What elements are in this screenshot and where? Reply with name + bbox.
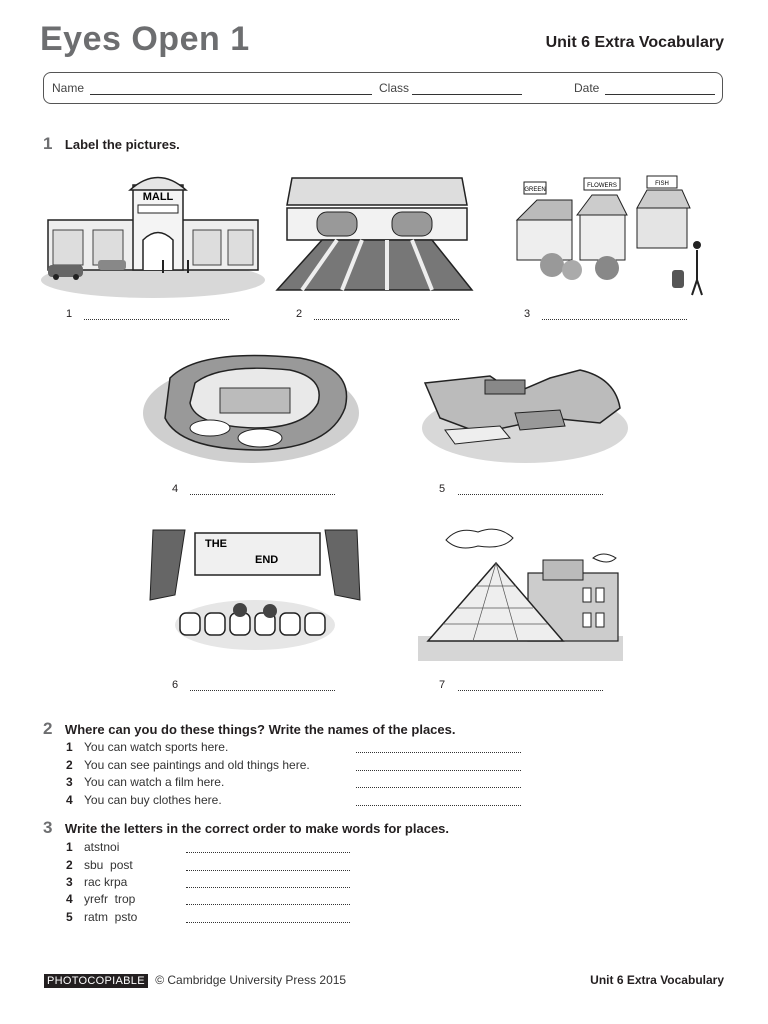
- ex2-item-1: 1 You can watch sports here.: [66, 740, 229, 754]
- ex2-answer-line-4[interactable]: [356, 805, 521, 806]
- picture-number-6: 6: [172, 679, 179, 691]
- stadium-picture: [140, 338, 362, 468]
- unit-title: Unit 6 Extra Vocabulary: [545, 34, 724, 51]
- copyright-text: © Cambridge University Press 2015: [155, 973, 347, 987]
- ex3-item-3: 3 rac krpa: [66, 875, 128, 889]
- class-label: Class: [379, 81, 410, 95]
- worksheet-title: Eyes Open 1: [40, 20, 250, 58]
- skate-park-picture: [420, 358, 630, 468]
- picture-number-2: 2: [296, 308, 303, 320]
- ex3-item-1: 1 atstnoi: [66, 840, 120, 854]
- date-line[interactable]: [605, 94, 715, 95]
- answer-line-2[interactable]: [314, 319, 459, 320]
- screen-the: THE: [205, 538, 227, 550]
- cinema-picture: [145, 525, 365, 655]
- exercise-2-instruction: Where can you do these things? Write the names of the places.: [64, 722, 456, 737]
- sign-green: GREEN: [524, 187, 546, 193]
- ex3-item-4: 4 yrefr trop: [66, 892, 136, 906]
- sign-fish: FISH: [655, 181, 669, 187]
- mall-picture: [38, 165, 268, 300]
- ex2-answer-line-1[interactable]: [356, 752, 521, 753]
- bowling-alley-picture: [272, 170, 477, 295]
- exercise-1-heading: [43, 134, 180, 154]
- photocopiable-badge: PHOTOCOPIABLE: [44, 974, 148, 988]
- ex2-answer-line-3[interactable]: [356, 787, 521, 788]
- ex3-item-2: 2 sbu post: [66, 858, 133, 872]
- sign-flowers: FLOWERS: [587, 183, 617, 189]
- exercise-2-heading: [43, 719, 455, 739]
- ex2-item-4: 4 You can buy clothes here.: [66, 793, 222, 807]
- picture-number-5: 5: [439, 483, 446, 495]
- picture-number-7: 7: [439, 679, 446, 691]
- picture-number-3: 3: [524, 308, 531, 320]
- answer-line-4[interactable]: [190, 494, 335, 495]
- exercise-1-instruction: Label the pictures.: [64, 137, 180, 152]
- ex3-answer-line-5[interactable]: [186, 922, 350, 923]
- answer-line-5[interactable]: [458, 494, 603, 495]
- student-info-box: [43, 72, 723, 104]
- picture-number-1: 1: [66, 308, 73, 320]
- exercise-3-instruction: Write the letters in the correct order to make words for places.: [64, 821, 450, 836]
- ex3-answer-line-4[interactable]: [186, 904, 350, 905]
- date-label: Date: [574, 81, 600, 95]
- class-line[interactable]: [412, 94, 522, 95]
- ex3-answer-line-3[interactable]: [186, 887, 350, 888]
- name-label: Name: [52, 81, 85, 95]
- footer-unit: Unit 6 Extra Vocabulary: [590, 973, 724, 987]
- picture-number-4: 4: [172, 483, 179, 495]
- ex2-answer-line-2[interactable]: [356, 770, 521, 771]
- answer-line-3[interactable]: [542, 319, 687, 320]
- answer-line-7[interactable]: [458, 690, 603, 691]
- museum-picture: [418, 518, 623, 663]
- ex3-item-5: 5 ratm psto: [66, 910, 138, 924]
- ex2-item-2: 2 You can see paintings and old things here.: [66, 758, 310, 772]
- screen-end: END: [255, 554, 279, 566]
- exercise-2-number: 2: [43, 719, 53, 738]
- ex3-answer-line-2[interactable]: [186, 870, 350, 871]
- name-line[interactable]: [90, 94, 372, 95]
- exercise-1-number: 1: [43, 134, 53, 153]
- exercise-3-number: 3: [43, 818, 53, 837]
- ex3-answer-line-1[interactable]: [186, 852, 350, 853]
- answer-line-6[interactable]: [190, 690, 335, 691]
- footer-left: [44, 973, 346, 987]
- mall-sign: MALL: [142, 191, 174, 203]
- market-picture: [512, 170, 722, 300]
- ex2-item-3: 3 You can watch a film here.: [66, 775, 225, 789]
- exercise-3-heading: [43, 818, 449, 838]
- answer-line-1[interactable]: [84, 319, 229, 320]
